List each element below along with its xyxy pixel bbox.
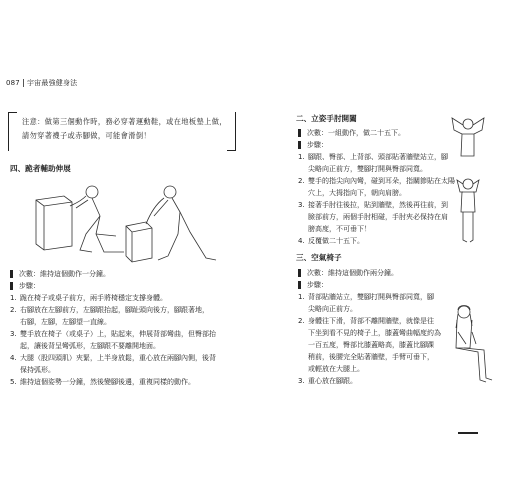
elbow-open-close-illustration — [448, 112, 488, 247]
step-text: 膀高度，不可垂下！ — [308, 225, 371, 233]
section3-title: 三、空氣椅子 — [296, 253, 342, 262]
step-text: 維持這個姿勢一分鐘，然後變腳後邊，重複同樣的動作。 — [20, 378, 195, 386]
step-line — [10, 316, 235, 328]
step-line — [298, 291, 466, 303]
note-bracket-left — [8, 112, 17, 151]
step-line — [10, 304, 235, 316]
step-text: 腳跟、臀部、上背部、頭部貼著牆壁站立，腳 — [308, 153, 448, 161]
step-text: 雙手放在椅子（或桌子）上，貼起來，伸展背部彎曲，但臀部抬 — [20, 330, 216, 338]
note-bracket-right — [227, 112, 236, 151]
step-text: 接著手肘往後拉，貼到牆壁，然後再往前，到 — [308, 201, 448, 209]
bullet-mark — [298, 141, 301, 149]
section3-steps — [298, 291, 466, 387]
step-line — [10, 364, 235, 376]
step-text: 身體往下滑，背部不離開牆壁，就像是往 — [308, 317, 434, 325]
step-text: 大腿（股四頭肌）夾緊，上半身放鬆，重心放在兩腳內側，後背 — [20, 354, 216, 362]
section4-steps — [10, 292, 235, 388]
book-title: 宇宙最強健身法 — [26, 79, 78, 87]
step-line — [298, 363, 466, 375]
header-divider — [23, 79, 24, 87]
note-text: 注意：做第三個動作時，務必穿著運動鞋，或在地板墊上做，請勿穿著襪子或赤腳做，可能會滑倒！ — [22, 117, 227, 140]
section2-body — [298, 127, 466, 247]
section2-count-text: 次數：一組動作，做二十五下。 — [307, 129, 405, 137]
step-line — [298, 303, 466, 315]
section4-count — [10, 268, 235, 280]
step-number: 3. — [298, 201, 305, 209]
step-number — [298, 327, 308, 339]
step-number: 4. — [10, 354, 17, 362]
step-line — [10, 352, 235, 364]
step-number — [10, 340, 20, 352]
step-text: 右腳，左腳，左腳望一直線。 — [20, 318, 111, 326]
step-line — [10, 376, 235, 388]
bullet-mark — [298, 269, 301, 277]
step-text: 起，讓後背呈彎弧形，左腳跟不要離開地面。 — [20, 342, 160, 350]
step-text: 跪在椅子或桌子前方，兩手將椅穩定支撐身體。 — [20, 294, 167, 302]
section2-steps-label-text: 步驟： — [307, 141, 328, 149]
step-text: 背部貼牆站立，雙腳打開與臀部同寬，腳 — [308, 293, 434, 301]
section4-steps-label-text: 步驟： — [19, 282, 40, 290]
step-text: 一百五度，臀部比膝蓋略高，膝蓋比腳踝 — [308, 341, 434, 349]
step-number: 2. — [10, 306, 17, 314]
step-line — [298, 375, 466, 387]
bullet-mark — [10, 270, 13, 278]
step-text: 臉部前方，兩個手肘相碰，手肘夾必保持在肩 — [308, 213, 448, 221]
bullet-mark — [298, 281, 301, 289]
step-number — [298, 187, 308, 199]
step-number: 2. — [298, 317, 305, 325]
section4-count-text: 次數：維持這個動作一分鐘。 — [19, 270, 110, 278]
step-line — [10, 340, 235, 352]
step-number — [298, 363, 308, 375]
step-line — [298, 199, 466, 211]
section3-steps-label-text: 步驟： — [307, 281, 328, 289]
step-text: 尖略向正前方，雙腳打開與臀部同寬。 — [308, 165, 427, 173]
step-text: 或輕放在大腿上。 — [308, 365, 364, 373]
kneeling-stretch-illustration — [30, 172, 235, 267]
step-line — [298, 327, 466, 339]
warning-note — [8, 112, 236, 152]
step-number: 2. — [298, 177, 305, 185]
step-number — [10, 316, 20, 328]
step-number — [298, 339, 308, 351]
step-number — [298, 223, 308, 235]
step-line — [298, 235, 466, 247]
step-line — [10, 328, 235, 340]
step-text: 穴上，大拇指向下，朝向肩膀。 — [308, 189, 406, 197]
step-text: 尖略向正前方。 — [308, 305, 357, 313]
step-number — [10, 364, 20, 376]
step-number — [298, 303, 308, 315]
step-number: 1. — [10, 294, 17, 302]
step-number: 3. — [298, 377, 305, 385]
step-number — [298, 163, 308, 175]
section2-steps-label — [298, 139, 466, 151]
step-text: 右腳放在左腳前方，左腳跟抬起，腳趾頭向後方，腳跟著地， — [20, 306, 209, 314]
section2-title: 二、立姿手肘開闔 — [296, 114, 357, 123]
step-line — [298, 223, 466, 235]
section3-count — [298, 267, 466, 279]
page-number: 087 — [6, 79, 20, 87]
step-number — [298, 211, 308, 223]
step-line — [298, 187, 466, 199]
section3-steps-label — [298, 279, 466, 291]
step-text: 下坐到看不見的椅子上，膝蓋彎曲幅度約為 — [308, 329, 441, 337]
section3-count-text: 次數：維持這個動作兩分鐘。 — [307, 269, 398, 277]
page-bottom-rule — [458, 432, 478, 434]
section4-body — [10, 268, 235, 388]
section2-steps — [298, 151, 466, 247]
step-number: 4. — [298, 237, 305, 245]
step-line — [298, 151, 466, 163]
section4-title: 四、跪者輔助伸展 — [10, 164, 71, 173]
step-number — [298, 351, 308, 363]
bullet-mark — [298, 129, 301, 137]
running-header — [6, 78, 77, 88]
wall-sit-illustration — [444, 302, 496, 392]
step-text: 稍前，後腰完全貼著牆壁，手臂可垂下， — [308, 353, 434, 361]
step-text: 保持弧形。 — [20, 366, 55, 374]
step-line — [298, 175, 466, 187]
step-line — [298, 163, 466, 175]
step-line — [298, 339, 466, 351]
step-text: 雙手的指尖向內彎，碰到耳朵，指關節貼在太陽 — [308, 177, 455, 185]
step-number: 3. — [10, 330, 17, 338]
bullet-mark — [10, 282, 13, 290]
step-text: 反覆做二十五下。 — [308, 237, 364, 245]
step-number: 1. — [298, 153, 305, 161]
step-line — [298, 211, 466, 223]
section3-body — [298, 267, 466, 387]
step-line — [298, 351, 466, 363]
section2-count — [298, 127, 466, 139]
step-number: 5. — [10, 378, 17, 386]
step-number: 1. — [298, 293, 305, 301]
step-line — [10, 292, 235, 304]
step-line — [298, 315, 466, 327]
step-text: 重心放在腳跟。 — [308, 377, 357, 385]
section4-steps-label — [10, 280, 235, 292]
